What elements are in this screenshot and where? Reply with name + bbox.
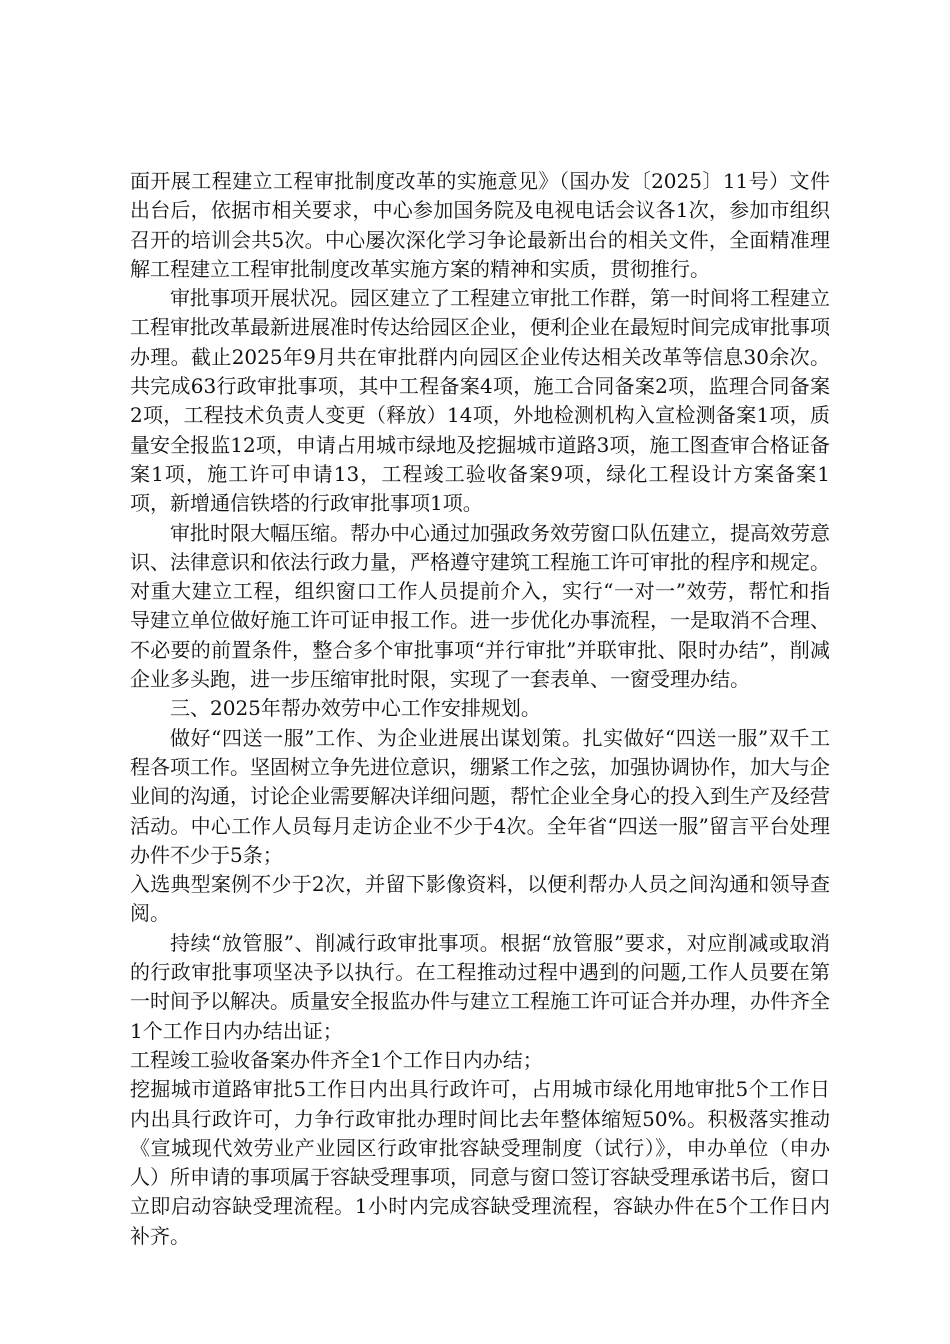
document-body	[130, 167, 830, 1251]
paragraph-1: 面开展工程建立工程审批制度改革的实施意见》（国办发〔2025〕11号）文件出台后，依据市相关要求，中心参加国务院及电视电话会议各1次，参加市组织召开的培训会共5次。中心屡次深化学习争论最新出台的相关文件，全面精准理解工程建立工程审批制度改革实施方案的精神和实质，贯彻推行。	[130, 169, 830, 281]
section-heading: 三、2025年帮办效劳中心工作安排规划。	[170, 696, 541, 721]
paragraph-5: 入选典型案例不少于2次，并留下影像资料，以便利帮办人员之间沟通和领导查阅。	[130, 872, 830, 926]
paragraph-8: 挖掘城市道路审批5工作日内出具行政许可，占用城市绿化用地审批5个工作日内出具行政许可，力争行政审批办理时间比去年整体缩短50%。积极落实推动《宣城现代效劳业产业园区行政审批容缺受理制度（试行）》，申办单位（申办人）所申请的事项属于容缺受理事项，同意与窗口签订容缺受理承诺书后，窗口立即启动容缺受理流程。1小时内完成容缺受理流程，容缺办件在5个工作日内补齐。	[130, 1077, 830, 1248]
paragraph-3: 审批时限大幅压缩。帮办中心通过加强政务效劳窗口队伍建立，提高效劳意识、法律意识和依法行政力量，严格遵守建筑工程施工许可审批的程序和规定。对重大建立工程，组织窗口工作人员提前介入，实行“一对一”效劳，帮忙和指导建立单位做好施工许可证申报工作。进一步优化办事流程，一是取消不合理、不必要的前置条件，整合多个审批事项“并行审批”并联审批、限时办结”，削减企业多头跑，进一步压缩审批时限，实现了一套表单、一窗受理办结。	[130, 520, 830, 692]
paragraph-4: 做好“四送一服”工作、为企业进展出谋划策。扎实做好“四送一服”双千工程各项工作。坚固树立争先进位意识，绷紧工作之弦，加强协调协作，加大与企业间的沟通，讨论企业需要解决详细问题，帮忙企业全身心的投入到生产及经营活动。中心工作人员每月走访企业不少于4次。全年省“四送一服”留言平台处理办件不少于5条；	[130, 725, 830, 867]
paragraph-7: 工程竣工验收备案办件齐全1个工作日内办结；	[130, 1047, 543, 1072]
paragraph-2: 审批事项开展状况。园区建立了工程建立审批工作群，第一时间将工程建立工程审批改革最新进展准时传达给园区企业，便利企业在最短时间完成审批事项办理。截止2025年9月共在审批群内向园区企业传达相关改革等信息30余次。共完成63行政审批事项，其中工程备案4项，施工合同备案2项，监理合同备案2项，工程技术负责人变更（释放）14项，外地检测机构入宣检测备案1项，质量安全报监12项，申请占用城市绿地及挖掘城市道路3项，施工图查审合格证备案1项，施工许可申请13，工程竣工验收备案9项，绿化工程设计方案备案1项，新增通信铁塔的行政审批事项1项。	[130, 286, 830, 516]
paragraph-6: 持续“放管服”、削减行政审批事项。根据“放管服”要求，对应削减或取消的行政审批事项坚决予以执行。在工程推动过程中遇到的问题,工作人员要在第一时间予以解决。质量安全报监办件与建立工程施工许可证合并办理，办件齐全1个工作日内办结出证；	[130, 930, 830, 1043]
